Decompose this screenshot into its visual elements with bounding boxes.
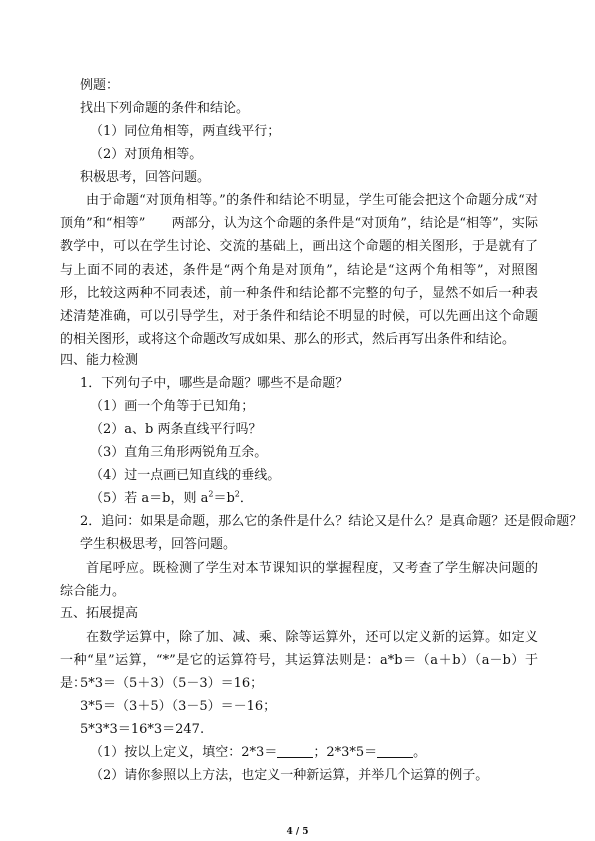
student-answer: 学生积极思考，回答问题。	[80, 537, 237, 552]
equation-2: 3*5＝（3＋5）（3－5）＝－16；	[80, 699, 277, 714]
question-1-item-2: （2）a、b 两条直线平行吗？	[90, 422, 262, 437]
question-2: 2．追问：如果是命题，那么它的条件是什么？结论又是什么？是真命题？还是假命题？	[80, 514, 583, 529]
example-item-1: （1）同位角相等，两直线平行；	[90, 124, 281, 139]
example-instruction: 找出下列命题的条件和结论。	[80, 101, 250, 116]
section-5-paragraph: 在数学运算中，除了加、减、乘、除等运算外，还可以定义新的运算。如定义一种“星”运算，“*”是它的运算符号，其运算法则是：a*b＝（a＋b）（a－b）于是：	[60, 630, 538, 692]
page-number: 4 / 5	[286, 827, 309, 837]
section-5-heading: 五、拓展提高	[60, 606, 139, 621]
task-1: （1）按以上定义，填空：2*3＝ ；2*3*5＝ 。	[90, 745, 427, 760]
question-1-item-5: （5）若 a＝b，则 $a^2=b^2$．	[90, 489, 253, 506]
task-2: （2）请你参照以上方法，也定义一种新运算，并举几个运算的例子。	[90, 768, 489, 783]
equation-1: 5*3＝（5＋3）（5－3）＝16；	[80, 676, 264, 691]
section-4-heading: 四、能力检测	[60, 353, 139, 368]
analysis-paragraph: 由于命题“对顶角相等。”的条件和结论不明显，学生可能会把这个命题分成“对顶角”和“相等” 两部分，认为这个命题的条件是“对顶角”，结论是“相等”，实际教学中，可以在学生讨论、交流的基础上，画出这个命题的相关图形，于是就有了与上面不同的表述，条件是“两个角是对顶角”，结论是“这两个角相等”，对照图形，比较这两种不同表述，前一种条件和结论都不完整的句子，显然不如后一种表述清楚准确，可以引导学生，对于条件和结论不明显的时候，可以先画出这个命题的相关图形，或将这个命题改写成如果、那么的形式，然后再写出条件和结论。	[60, 193, 538, 348]
example-heading: 例题：	[80, 78, 120, 93]
example-item-2: （2）对顶角相等。	[90, 147, 203, 162]
section-4-comment: 首尾呼应。既检测了学生对本节课知识的掌握程度，又考查了学生解决问题的综合能力。	[60, 561, 538, 600]
answer-blank-2	[377, 745, 413, 758]
answer-blank-1	[277, 745, 313, 758]
student-activity: 积极思考，回答问题。	[80, 170, 211, 185]
question-1-item-1: （1）画一个角等于已知角；	[90, 399, 255, 414]
question-1-item-4: （4）过一点画已知直线的垂线。	[90, 468, 281, 483]
question-1-item-3: （3）直角三角形两锐角互余。	[90, 445, 268, 460]
question-1: 1．下列句子中，哪些是命题？哪些不是命题？	[80, 376, 349, 391]
equation-3: 5*3*3＝16*3＝247.	[80, 722, 205, 737]
